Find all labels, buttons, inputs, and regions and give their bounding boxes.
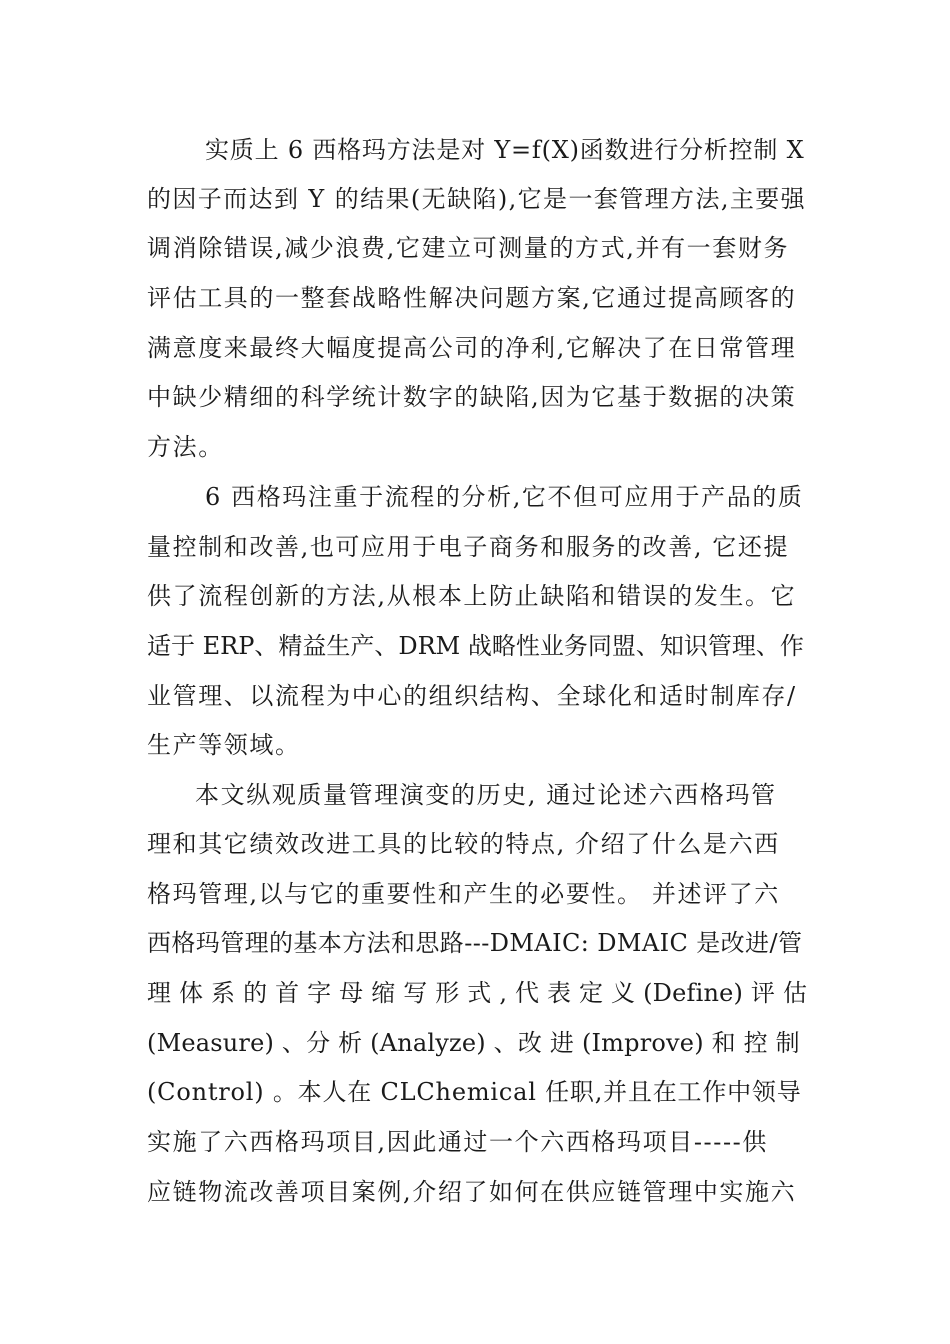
- text-line: 业管理、以流程为中心的组织结构、全球化和适时制库存/: [147, 682, 797, 710]
- text-line: 6 西格玛注重于流程的分析,它不但可应用于产品的质: [205, 483, 804, 511]
- text-line: 理 体 系 的 首 字 母 缩 写 形 式 , 代 表 定 义 (Define) 评 估: [147, 979, 808, 1007]
- text-line: 适于 ERP、精益生产、DRM 战略性业务同盟、知识管理、作: [147, 632, 804, 660]
- text-line: 中缺少精细的科学统计数字的缺陷,因为它基于数据的决策: [147, 383, 797, 411]
- text-line: 评估工具的一整套战略性解决问题方案,它通过提高顾客的: [147, 284, 797, 312]
- text-line: 调消除错误,减少浪费,它建立可测量的方式,并有一套财务: [147, 234, 790, 262]
- text-line: 本文纵观质量管理演变的历史, 通过论述六西格玛管: [195, 781, 777, 809]
- text-line: (Control) 。本人在 CLChemical 任职,并且在工作中领导: [147, 1078, 802, 1106]
- text-line: 满意度来最终大幅度提高公司的净利,它解决了在日常管理: [147, 334, 797, 362]
- text-line: 的因子而达到 Y 的结果(无缺陷),它是一套管理方法,主要强: [147, 185, 807, 213]
- text-line: 理和其它绩效改进工具的比较的特点, 介绍了什么是六西: [147, 830, 780, 858]
- text-line: 方法。: [147, 433, 224, 461]
- text-line: 量控制和改善,也可应用于电子商务和服务的改善, 它还提: [147, 533, 790, 561]
- text-line: 西格玛管理的基本方法和思路---DMAIC: DMAIC 是改进/管: [147, 929, 803, 957]
- text-line: 实施了六西格玛项目,因此通过一个六西格玛项目-----供: [147, 1128, 768, 1156]
- text-line: 实质上 6 西格玛方法是对 Y=f(X)函数进行分析控制 X: [205, 136, 805, 164]
- text-line: (Measure) 、分 析 (Analyze) 、改 进 (Improve) 和 控 制: [147, 1029, 800, 1057]
- text-line: 生产等领域。: [147, 731, 301, 759]
- text-line: 供了流程创新的方法,从根本上防止缺陷和错误的发生。它: [147, 582, 797, 610]
- text-line: 应链物流改善项目案例,介绍了如何在供应链管理中实施六: [147, 1178, 797, 1206]
- text-line: 格玛管理,以与它的重要性和产生的必要性。 并述评了六: [147, 880, 780, 908]
